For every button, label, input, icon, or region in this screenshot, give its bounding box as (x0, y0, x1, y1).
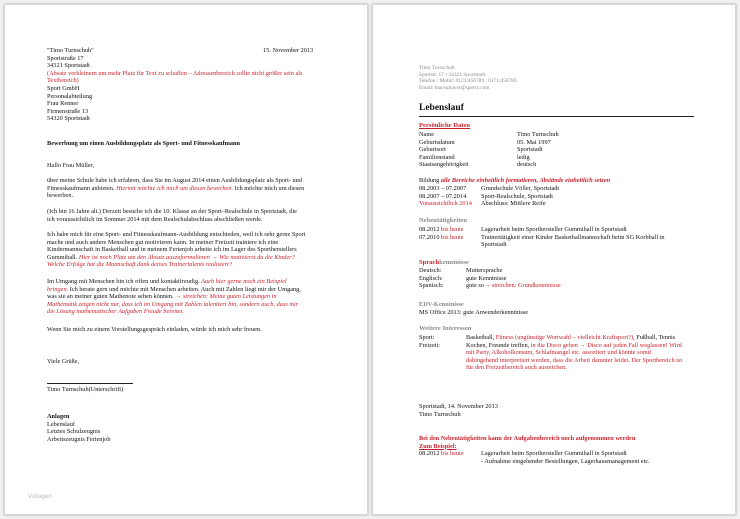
p4-comment: → streichen: Meine guten Leistungen in (175, 293, 277, 301)
languages-title (419, 259, 469, 267)
p4-line (47, 293, 329, 301)
row-key: Sport: (419, 334, 435, 341)
education-note: alle Bereiche einheitlich formatieren, Abstände einheitlich setzen (440, 177, 611, 184)
attachments-title: Anlagen (47, 413, 70, 420)
row-value: Trainertätigkeit einer Kinder Basketballmannschaft beim SG Korbball in (481, 233, 665, 241)
cv-note-title: Bei den Nebentätigkeiten kann der Aufgabenbereich noch aufgenommen werden (419, 435, 636, 442)
row-value: 05. Mai 1997 (517, 138, 551, 146)
sender-city: 34321 Sportstadt (47, 62, 90, 70)
row-value: Abschluss: Mittlere Reife (481, 200, 546, 208)
p1-line (47, 185, 329, 193)
row-key: Familienstand (419, 153, 455, 161)
p1-text: Ich möchte mich um diesen (233, 184, 305, 192)
row-key: Spanisch: (419, 282, 444, 290)
sender-street: Sportstraße 17 (47, 54, 84, 62)
languages-title-grey: kenntnisse (439, 259, 469, 266)
row-key: Name (419, 131, 435, 138)
interests-title: Weitere Interessen (419, 325, 472, 332)
interest-sport (419, 334, 675, 342)
row-value: Kochen, Freunde treffen, (466, 341, 531, 349)
interest-free (419, 342, 682, 350)
layout-hint: (Absatz verkleinern um mehr Platz für Text zu schaffen – Adressenbereich sollte nicht größer sein als (47, 69, 303, 77)
attachment-item: Lebenslauf (47, 420, 75, 428)
p4-text: Im Umgang mit Menschen bin ich offen und kontaktfreudig. (47, 278, 202, 285)
education-row (419, 193, 553, 201)
signature-line (47, 383, 133, 384)
education-row (419, 200, 546, 208)
p4-line (47, 278, 329, 286)
salutation: Hallo Frau Müller, (47, 162, 95, 169)
row-value: , Fußball, Tennis (633, 334, 676, 341)
interest-free-comment: mit Party, Alkoholkonsum, Schlafmangel etc. assoziiert und könnte somit (466, 349, 652, 357)
row-key: 08.2012 (419, 450, 442, 458)
languages-title-red: Sprach (419, 259, 440, 266)
education-row (419, 185, 559, 193)
watermark: Vorlagen (28, 494, 52, 500)
p3-comment: Welche Erfolge hat die Mannschaft dank deines Trainertalents realisiert? (47, 261, 232, 269)
jobs-title: Nebentätigkeiten (419, 217, 467, 224)
job-row (419, 226, 627, 234)
attachments-block (47, 413, 327, 443)
personal-row (419, 154, 530, 162)
personal-row (419, 146, 543, 154)
p2-line: ich voraussichtlich im Sommer 2014 mit dem Realschulabschluss abschließen werde. (47, 215, 263, 223)
row-comment: → streichen: Grundkenntnisse (484, 282, 561, 290)
cv-header (419, 65, 709, 91)
row-key: Geburtsdatum (419, 138, 455, 146)
p4-comment: Auch hier gerne noch ein Beispiel (201, 278, 287, 285)
cv-signature-name: Timo Turnschuh (419, 410, 461, 418)
language-row (419, 267, 502, 275)
recipient-company: Sport GmbH (47, 85, 80, 92)
personal-row (419, 161, 536, 169)
personal-row (419, 131, 559, 139)
row-value: Timo Turnschuh (517, 131, 559, 138)
row-value: Lagerarbeit beim Sporthersteller Gummiball in Sportstadt (481, 226, 627, 233)
recipient-city: 54320 Sportstadt (47, 115, 90, 123)
row-comment: in die Disco gehen → Disco auf jeden Fall weglassen! Wird (530, 341, 682, 349)
p4-line (47, 286, 329, 294)
p3-line: Ich habe mich für eine Sport- und Fitnesskaufmann-Ausbildung entschieden, weil ich sehr gerne Sport (47, 231, 306, 238)
row-key: Geburtsort (419, 146, 446, 154)
signature-label: Timo Turnschuh(Unterschrift) (47, 386, 124, 393)
language-row (419, 275, 506, 283)
personal-title: Persönliche Daten (419, 122, 471, 129)
row-key: 07.2010 (419, 233, 442, 241)
row-value: Sportstadt (517, 146, 543, 154)
row-value: ledig (517, 153, 530, 161)
row-value: Muttersprache (466, 267, 503, 274)
job-row (419, 234, 665, 242)
p3-line: mache und auch andere Menschen gut motivieren kann. In meiner Freizeit trainiere ich eine (47, 238, 279, 246)
p1-text: Fitnesskaufmann anbieten. (47, 184, 117, 192)
row-key: Freizeit: (419, 341, 440, 349)
row-value: gute so (466, 282, 485, 290)
row-key: Deutsch: (419, 267, 442, 274)
row-key: Staatsangehörigkeit (419, 161, 469, 169)
recipient-street: Firmenstraße 13 (47, 107, 89, 115)
row-value: Sport-Realschule, Sportstadt (481, 192, 554, 200)
p3-line (47, 254, 329, 262)
p4-comment: bringen. (47, 285, 69, 293)
row-value: Basketball, (466, 334, 496, 341)
p3-line: Kindermannschaft in Basketball und in meinem Ferienjob arbeite ich im Lager des Sportherstellers (47, 246, 297, 254)
letter-subject: Bewerbung um einen Ausbildungsplatz als Sport- und Fitnesskaufmann (47, 140, 240, 147)
paragraph-4 (47, 278, 329, 316)
layout-hint-cont: Textbereich) (47, 77, 79, 85)
recipient-person: Frau Renner (47, 100, 79, 108)
personal-row (419, 139, 551, 147)
edv-text: MS Office 2013: gute Anwenderkenntnisse (419, 309, 529, 316)
interest-free-comment: für den Freizeitbereich auch ausreichen. (466, 364, 567, 372)
row-value: deutsch (517, 161, 537, 169)
cv-title: Lebenslauf (419, 103, 464, 113)
closing: Viele Grüße, (47, 358, 80, 365)
cv-header-address: Sportstr. 17 • 34321 Sportstadt (419, 71, 486, 78)
letter-page (4, 4, 368, 515)
row-key: Englisch: (419, 274, 443, 282)
p4-text: was sie an meiner guten Mathenote sehen können. (47, 293, 176, 301)
p3-text: Gummiball. (47, 253, 79, 261)
cv-note-row (419, 458, 650, 466)
recipient-dept: Personalabteilung (47, 92, 93, 100)
cv-header-email: Email: bauvsplayer@sporty.com (419, 84, 490, 91)
row-key-red: bis heute (441, 233, 464, 241)
cv-header-phone: Telefon / Mobil: 0123/456789 / 0171/456789 (419, 78, 517, 85)
cv-note-example: Zum Beispiel: (419, 442, 457, 450)
row-value: - Aufnahme eingehender Bestellungen, Lagerhausmanagement etc. (481, 457, 650, 465)
row-key-red: bis heute (441, 450, 464, 458)
education-title-label: Bildung (419, 177, 440, 184)
paragraph-3 (47, 231, 329, 269)
row-value: Sportstadt (481, 241, 507, 249)
p4-comment: die Lösung mathematischer Aufgaben Freude bereitet. (47, 308, 184, 316)
language-row (419, 282, 561, 290)
row-key: 08.2003 – 07.2007 (419, 185, 467, 192)
paragraph-1 (47, 177, 329, 200)
p2-line: (Ich bin 16 Jahre alt.) Derzeit besuche ich die 10. Klasse an der Sport–Realschule in Sportstadt, die (47, 208, 297, 215)
p1-line: über meine Schule habe ich erfahren, dass Sie im August 2014 einen Ausbildungsplatz als Sport- und (47, 177, 302, 184)
p4-comment: Mathematik zeigen nicht nur, dass ich im Umgang mit Zahlen talentiert bin, sondern auch, dass mir (47, 300, 299, 308)
paragraph-5: Wenn Sie mich zu einem Vorstellungsgespräch einladen, würde ich mich sehr freuen. (47, 326, 262, 333)
cv-header-name: Timo Turnschuh (419, 65, 455, 71)
row-value: Lagerarbeit beim Sporthersteller Gummiball in Sportstadt (481, 450, 627, 458)
paragraph-2 (47, 208, 329, 223)
p1-line: bewerben. (47, 192, 74, 200)
p4-text: Ich berate gern und möchte mit Menschen arbeiten. Auch mit Zahlen liegt mir der Umgang, (68, 285, 301, 293)
sender-name: "Timo Turnschuh" (47, 47, 94, 54)
row-key: 08.2012 (419, 226, 442, 233)
job-row (419, 241, 507, 249)
row-key: Voraussichtlich 2014 (419, 200, 472, 208)
row-value: gute Kenntnisse (466, 274, 507, 282)
recipient-block (47, 85, 327, 123)
edv-title: EDV-Kenntnisse (419, 301, 464, 308)
attachment-item: Letztes Schulzeugnis (47, 428, 101, 436)
title-rule (419, 116, 694, 117)
interest-free-comment: dahingehend interpretiert werden, dass die Arbeit darunter leidet. Der Sportbereich ist (466, 356, 683, 364)
cv-note-row (419, 450, 627, 458)
attachment-item: Arbeitszeugnis Ferienjob (47, 435, 111, 443)
p3-comment: Hier ist noch Platz um den Absatz auszuformulieren → Wie motivierst du die Kinder? (78, 253, 295, 261)
row-key: 08.2007 – 07.2014 (419, 192, 467, 200)
p1-comment: Hiermit möchte ich mich um diesen bewerben. (116, 184, 234, 192)
row-comment: Fitness (ungünstige Wortwahl – vielleicht Kraftsport?) (495, 334, 634, 341)
letter-date: 15. November 2013 (263, 47, 314, 54)
cv-place-date: Sportstadt, 14. November 2013 (419, 403, 498, 410)
row-value: Grundschule Völler, Sportstadt (481, 185, 560, 192)
row-key-red: bis heute (441, 226, 464, 233)
education-title (419, 177, 610, 185)
cv-page (372, 4, 736, 515)
